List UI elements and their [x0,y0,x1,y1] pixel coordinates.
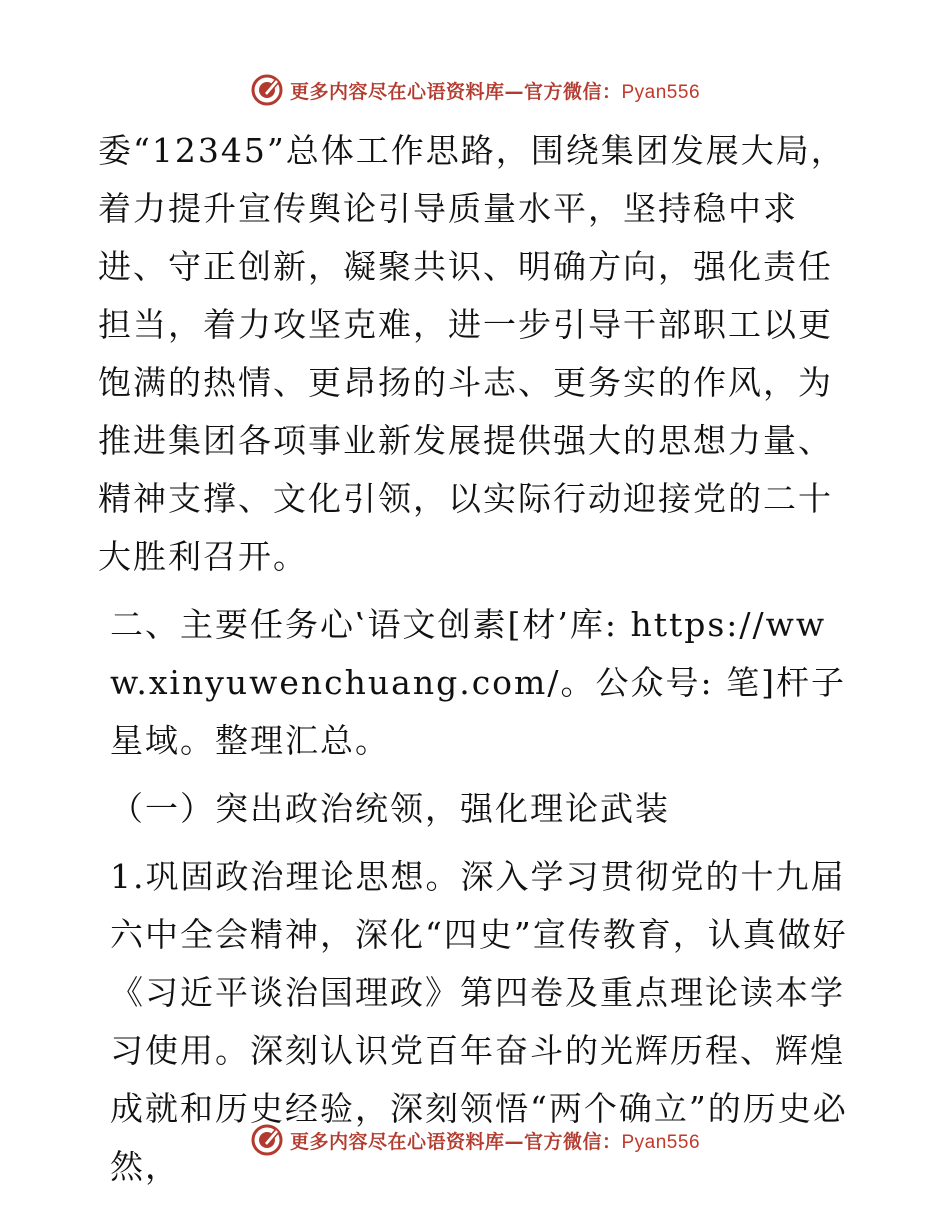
paragraph-1: 委“12345”总体工作思路，围绕集团发展大局，着力提升宣传舆论引导质量水平，坚持稳中求进、守正创新，凝聚共识、明确方向，强化责任担当，着力攻坚克难，进一步引导干部职工以更饱满的热情、更昂扬的斗志、更务实的作风，为推进集团各项事业新发展提供强大的思想力量、精神支撑、文化引领，以实际行动迎接党的二十大胜利召开。 [98,131,846,576]
document-body [98,122,858,1196]
footer-banner-text: 更多内容尽在心语资料库—官方微信：Pyan556 [289,1130,701,1153]
subsection-heading-1: （一）突出政治统领，强化理论武装 [110,789,670,828]
paragraph-item-1: 1.巩固政治理论思想。深入学习贯彻党的十九届六中全会精神，深化“四史”宣传教育，认真做好《习近平谈治国理政》第四卷及重点理论读本学习使用。深刻认识党百年奋斗的光辉历程、辉煌成就和历史经验，深刻领悟“两个确立”的历史必然， [110,857,848,1186]
pen-logo-icon [250,73,284,107]
footer-wechat-id: Pyan556 [621,1131,701,1153]
pen-logo-icon [250,1123,284,1157]
section-heading-2: 二、主要任务心‛语文创素[材’库: https://www.xinyuwenchuang.com/。公众号: 笔]杆子星域。整理汇总。 [110,605,846,760]
footer-banner [0,1118,950,1162]
header-banner-text: 更多内容尽在心语资料库—官方微信：Pyan556 [289,80,701,103]
header-banner [0,68,950,112]
header-wechat-id: Pyan556 [621,81,701,103]
